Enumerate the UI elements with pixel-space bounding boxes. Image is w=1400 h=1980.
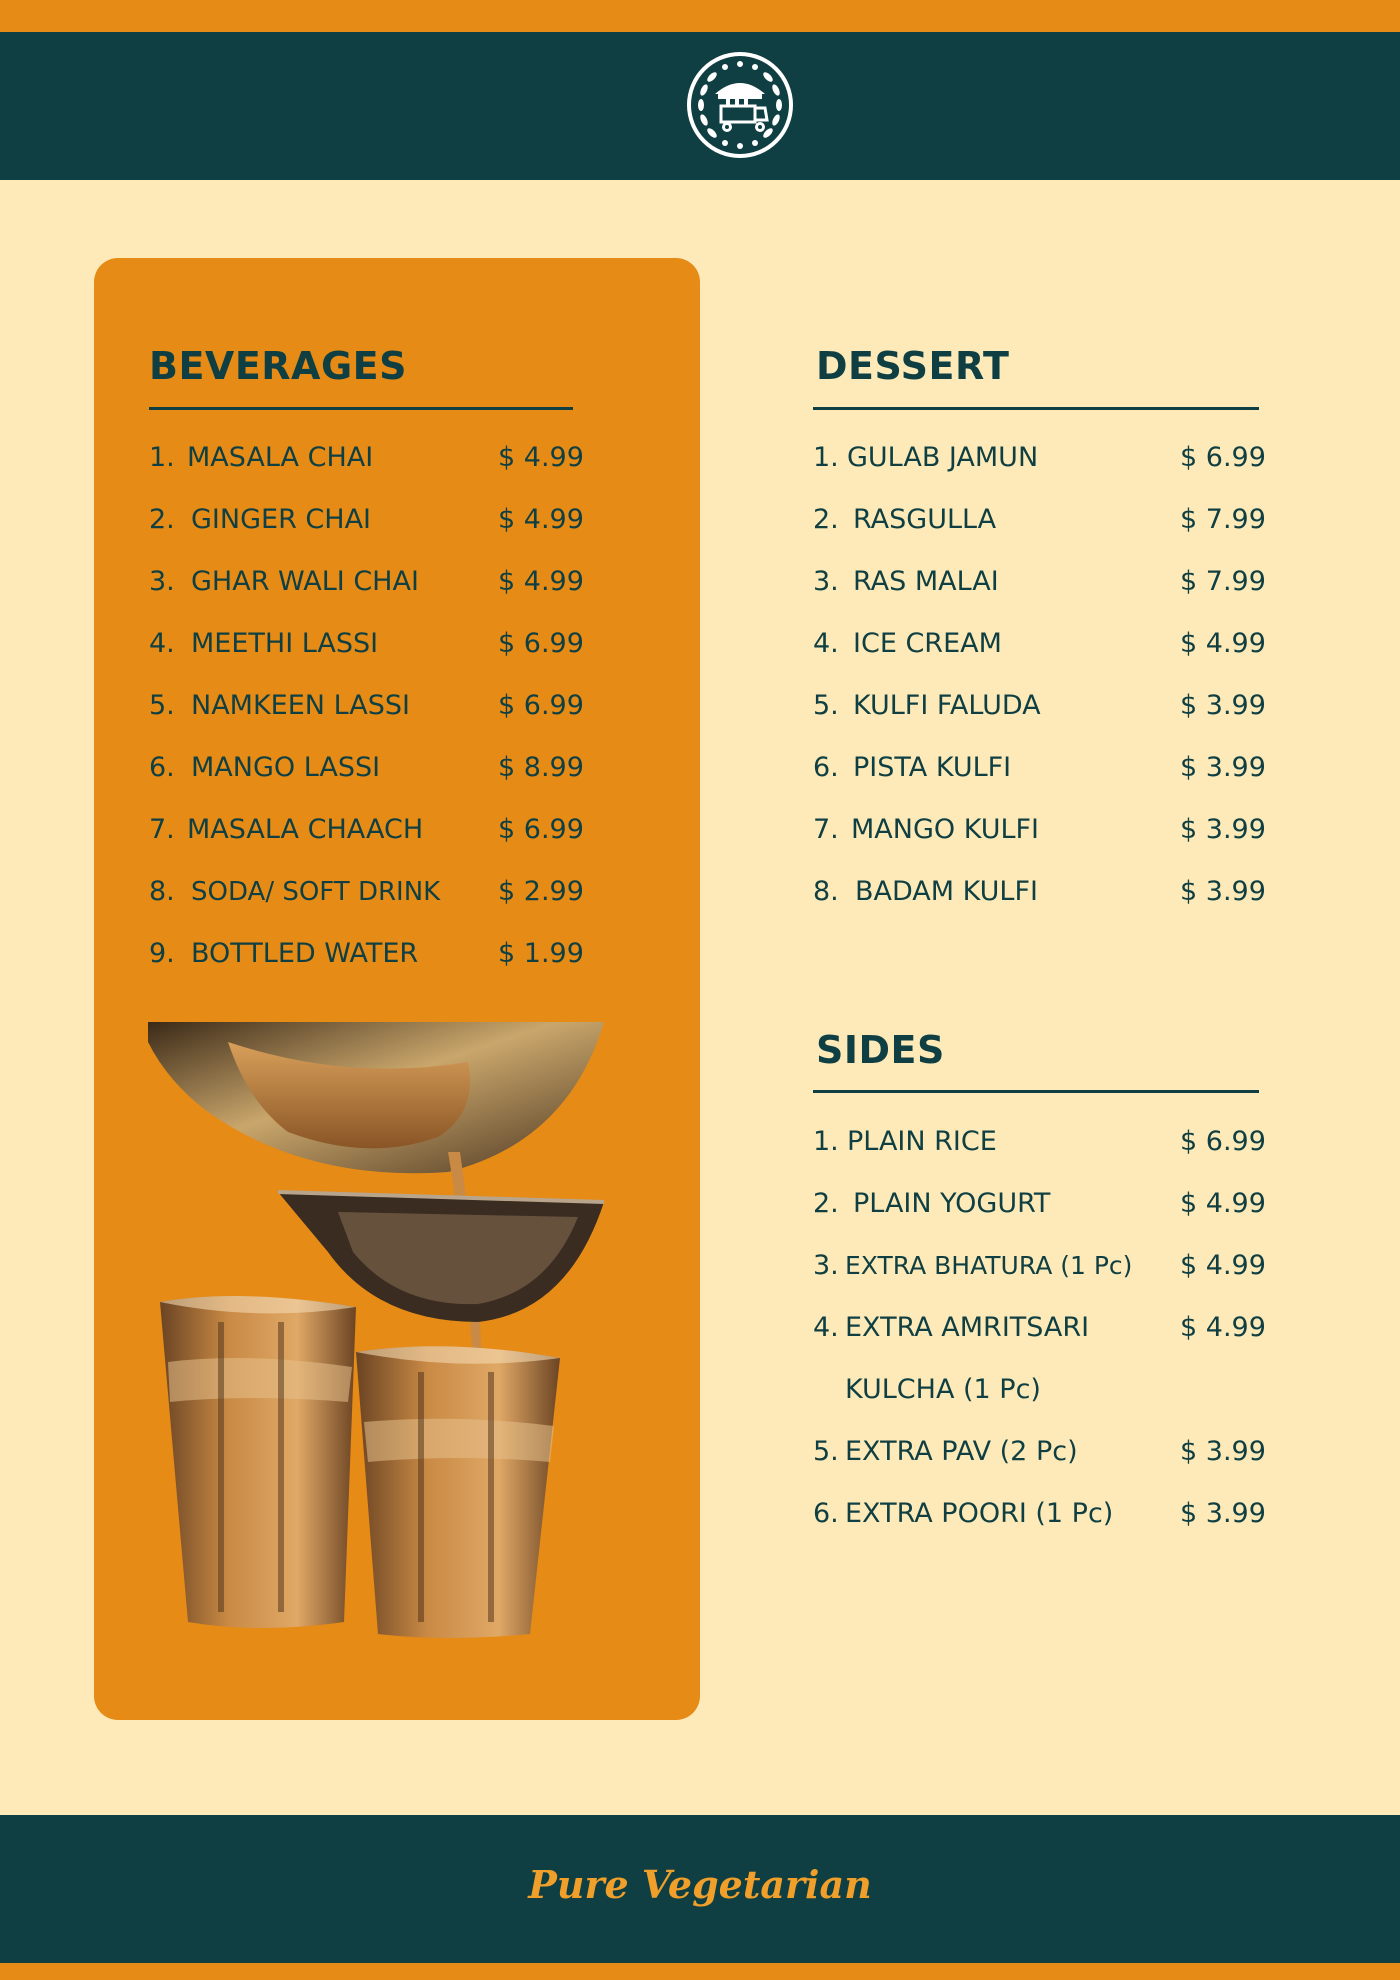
item-number: 4. — [813, 1312, 839, 1343]
menu-item-bottled-water — [149, 923, 609, 985]
menu-item-namkeen-lassi — [149, 675, 609, 737]
menu-item-ice-cream — [813, 613, 1273, 675]
item-name: BOTTLED WATER — [191, 938, 419, 969]
item-name: MEETHI LASSI — [191, 628, 379, 659]
menu-item-plain-yogurt — [813, 1173, 1273, 1235]
item-price: $ 3.99 — [1180, 876, 1266, 907]
menu-item-extra-amritsari-kulcha — [813, 1297, 1273, 1421]
item-number: 5. — [149, 690, 175, 721]
item-name: PISTA KULFI — [853, 752, 1012, 783]
item-number: 2. — [813, 1188, 839, 1219]
item-name: GULAB JAMUN — [847, 442, 1039, 473]
menu-item-extra-pav — [813, 1421, 1273, 1483]
item-price: $ 3.99 — [1180, 690, 1266, 721]
item-price: $ 7.99 — [1180, 504, 1266, 535]
item-number: 8. — [149, 876, 175, 907]
menu-item-extra-bhatura — [813, 1235, 1273, 1297]
menu-item-gulab-jamun — [813, 427, 1273, 489]
menu-item-masala-chaach — [149, 799, 609, 861]
item-number: 1. — [149, 442, 175, 473]
item-name: SODA/ SOFT DRINK — [191, 877, 441, 907]
item-number: 9. — [149, 938, 175, 969]
sides-divider — [813, 1090, 1259, 1093]
item-price: $ 4.99 — [498, 442, 584, 473]
item-number: 5. — [813, 1436, 839, 1467]
menu-item-rasgulla — [813, 489, 1273, 551]
food-cart-logo-icon — [685, 50, 795, 160]
item-price: $ 4.99 — [1180, 1312, 1266, 1343]
item-number: 3. — [149, 566, 175, 597]
item-name: PLAIN RICE — [847, 1126, 997, 1157]
item-name: EXTRA BHATURA (1 Pc) — [845, 1251, 1133, 1280]
item-price: $ 6.99 — [498, 628, 584, 659]
item-number: 4. — [149, 628, 175, 659]
item-price: $ 7.99 — [1180, 566, 1266, 597]
item-number: 3. — [813, 1250, 839, 1281]
item-number: 7. — [813, 814, 839, 845]
item-number: 2. — [149, 504, 175, 535]
chai-pouring-photo — [148, 1022, 604, 1642]
item-name: MANGO KULFI — [851, 814, 1039, 845]
sides-list — [813, 1111, 1273, 1545]
menu-item-ghar-wali-chai — [149, 551, 609, 613]
item-price: $ 3.99 — [1180, 814, 1266, 845]
item-name: EXTRA AMRITSARI KULCHA (1 Pc) — [845, 1312, 1090, 1405]
menu-item-ras-malai — [813, 551, 1273, 613]
item-price: $ 3.99 — [1180, 1498, 1266, 1529]
menu-item-extra-poori — [813, 1483, 1273, 1545]
item-price: $ 4.99 — [498, 504, 584, 535]
item-name: EXTRA PAV (2 Pc) — [845, 1436, 1078, 1467]
item-number: 1. — [813, 1126, 839, 1157]
item-name: GHAR WALI CHAI — [191, 566, 419, 597]
menu-item-badam-kulfi — [813, 861, 1273, 923]
item-name: KULFI FALUDA — [853, 690, 1041, 721]
item-price: $ 6.99 — [1180, 442, 1266, 473]
top-accent-stripe — [0, 0, 1400, 32]
item-name: NAMKEEN LASSI — [191, 690, 410, 721]
item-number: 6. — [813, 752, 839, 783]
menu-item-plain-rice — [813, 1111, 1273, 1173]
menu-item-ginger-chai — [149, 489, 609, 551]
menu-item-kulfi-faluda — [813, 675, 1273, 737]
sides-title: SIDES — [816, 1028, 945, 1072]
item-number: 7. — [149, 814, 175, 845]
item-price: $ 3.99 — [1180, 1436, 1266, 1467]
item-number: 3. — [813, 566, 839, 597]
item-name: MANGO LASSI — [191, 752, 381, 783]
item-number: 1. — [813, 442, 839, 473]
item-name: GINGER CHAI — [191, 504, 371, 535]
item-price: $ 4.99 — [1180, 628, 1266, 659]
dessert-divider — [813, 407, 1259, 410]
item-number: 5. — [813, 690, 839, 721]
item-price: $ 4.99 — [498, 566, 584, 597]
item-number: 8. — [813, 876, 839, 907]
menu-item-mango-kulfi — [813, 799, 1273, 861]
item-number: 6. — [149, 752, 175, 783]
item-name: ICE CREAM — [853, 628, 1002, 659]
dessert-list — [813, 427, 1273, 923]
menu-item-masala-chai — [149, 427, 609, 489]
item-number: 4. — [813, 628, 839, 659]
item-name: BADAM KULFI — [855, 876, 1038, 907]
item-name: MASALA CHAI — [187, 442, 374, 473]
menu-item-pista-kulfi — [813, 737, 1273, 799]
beverages-title: BEVERAGES — [149, 344, 407, 388]
item-number: 2. — [813, 504, 839, 535]
beverages-list — [149, 427, 609, 985]
item-price: $ 6.99 — [498, 814, 584, 845]
item-price: $ 3.99 — [1180, 752, 1266, 783]
item-number: 6. — [813, 1498, 839, 1529]
menu-item-soda-soft-drink — [149, 861, 609, 923]
item-price: $ 4.99 — [1180, 1250, 1266, 1281]
item-price: $ 2.99 — [498, 876, 584, 907]
item-name: PLAIN YOGURT — [853, 1188, 1051, 1219]
footer-tagline: Pure Vegetarian — [528, 1862, 872, 1907]
beverages-divider — [149, 407, 573, 410]
item-name: RAS MALAI — [853, 566, 999, 597]
bottom-accent-stripe — [0, 1963, 1400, 1980]
item-price: $ 1.99 — [498, 938, 584, 969]
item-price: $ 6.99 — [498, 690, 584, 721]
item-price: $ 8.99 — [498, 752, 584, 783]
menu-item-meethi-lassi — [149, 613, 609, 675]
item-price: $ 4.99 — [1180, 1188, 1266, 1219]
item-price: $ 6.99 — [1180, 1126, 1266, 1157]
item-name: RASGULLA — [853, 504, 997, 535]
menu-item-mango-lassi — [149, 737, 609, 799]
dessert-title: DESSERT — [816, 344, 1010, 388]
item-name: EXTRA POORI (1 Pc) — [845, 1498, 1114, 1529]
item-name: MASALA CHAACH — [187, 814, 424, 845]
